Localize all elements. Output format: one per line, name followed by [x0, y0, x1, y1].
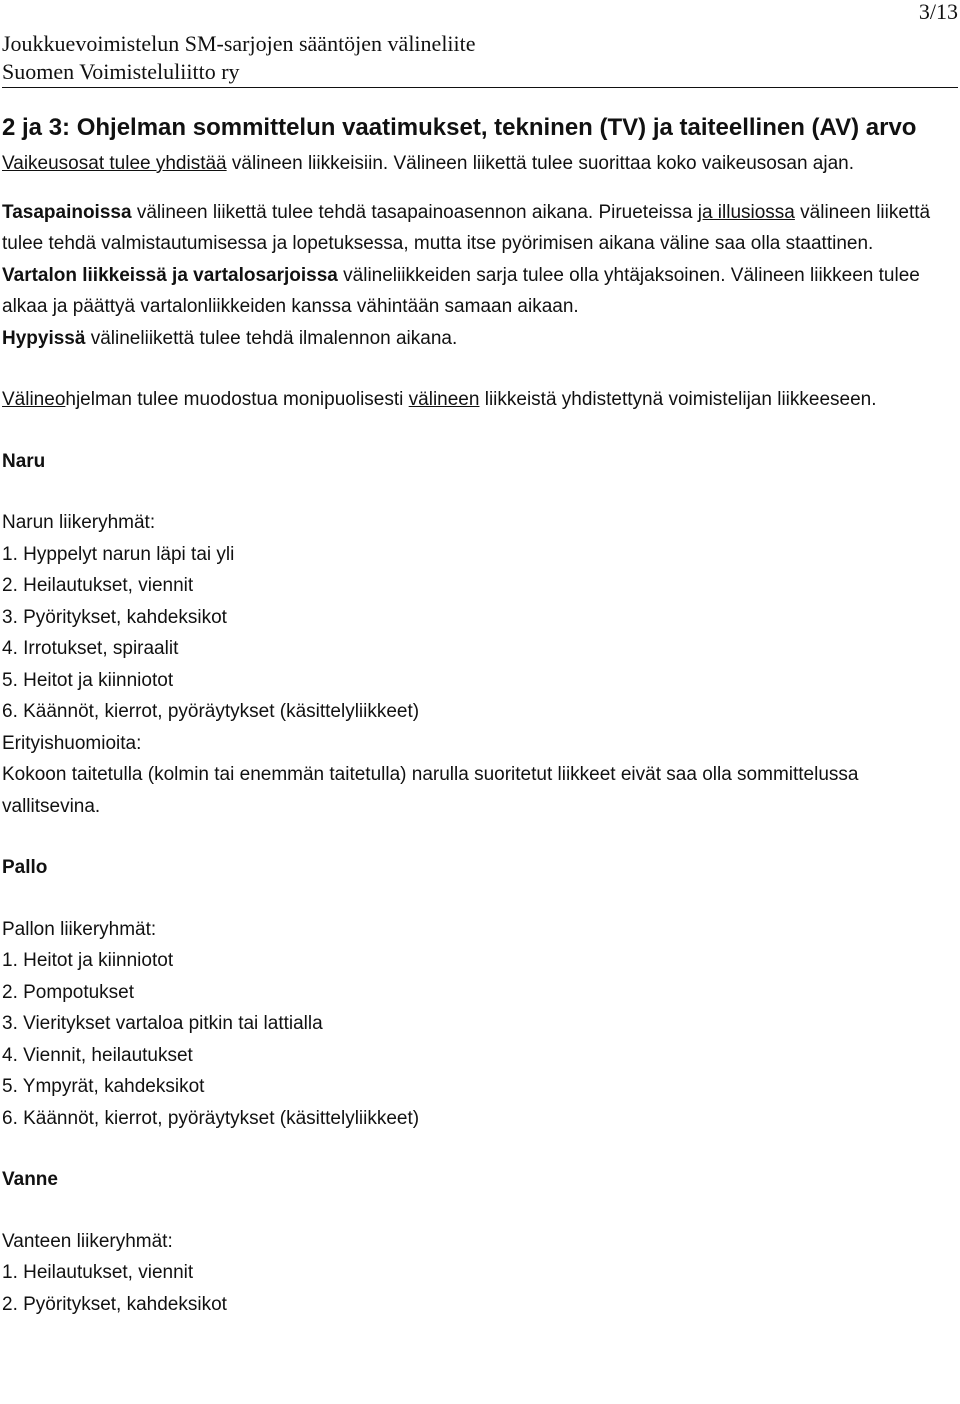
underlined-text: Välineo — [2, 389, 66, 410]
intro-paragraph-4 — [2, 323, 942, 355]
intro-paragraph-2 — [2, 197, 942, 260]
vanne-groups-label: Vanteen liikeryhmät: — [2, 1230, 173, 1252]
paragraph-text: välineen liikettä tulee tehdä valmistautumisessa ja lopetuksessa, mutta itse pyörimisen aikana väline saa olla staattinen. — [2, 201, 931, 254]
bold-term: Vartalon liikkeissä ja vartalosarjoissa — [2, 264, 338, 286]
intro-paragraph-1 — [2, 148, 942, 180]
naru-heading: Naru — [2, 450, 46, 472]
paragraph-text: välineliikettä tulee tehdä ilmalennon aikana. — [85, 327, 458, 349]
bold-term: Hypyissä — [2, 327, 86, 349]
list-item: 6. Käännöt, kierrot, pyöräytykset (käsittelyliikkeet) — [2, 701, 420, 722]
pallo-movement-list — [2, 945, 942, 1134]
underlined-text: ja illusiossa — [697, 201, 795, 223]
list-item: 4. Irrotukset, spiraalit — [2, 638, 179, 659]
list-item: 2. Heilautukset, viennit — [2, 575, 194, 596]
section-title: 2 ja 3: Ohjelman sommittelun vaatimukset, tekninen (TV) ja taiteellinen (AV) arvo — [2, 114, 917, 141]
naru-movement-list — [2, 539, 942, 728]
vanne-section — [2, 1164, 942, 1320]
paragraph-text: välineen liikkeisiin. Välineen liikettä tulee suorittaa koko vaikeusosan ajan. — [226, 153, 854, 174]
naru-section — [2, 446, 942, 823]
naru-note: Kokoon taitetulla (kolmin tai enemmän taitetulla) narulla suoritetut liikkeet eivät saa olla sommittelussa vallitsevina. — [2, 764, 859, 817]
underlined-text: välineen — [408, 389, 480, 410]
underlined-text: Vaikeusosat tulee yhdistää — [2, 153, 227, 174]
list-item: 1. Heilautukset, viennit — [2, 1262, 194, 1283]
list-item: 3. Pyöritykset, kahdeksikot — [2, 606, 227, 628]
bold-term: Tasapainoissa — [2, 201, 132, 223]
program-paragraph — [2, 384, 942, 416]
list-item: 6. Käännöt, kierrot, pyöräytykset (käsittelyliikkeet) — [2, 1107, 420, 1129]
list-item: 5. Heitot ja kiinniotot — [2, 669, 174, 691]
pallo-section — [2, 852, 942, 1134]
list-item: 5. Ympyrät, kahdeksikot — [2, 1076, 205, 1097]
naru-notes-label: Erityishuomioita: — [2, 732, 142, 754]
document-body — [2, 108, 942, 1320]
header-organization: Suomen Voimisteluliitto ry — [2, 59, 240, 84]
vanne-movement-list — [2, 1257, 942, 1320]
page-number: 3/13 — [918, 0, 958, 24]
list-item: 2. Pompotukset — [2, 981, 135, 1003]
paragraph-text: liikkeistä yhdistettynä voimistelijan liikkeeseen. — [479, 389, 877, 410]
pallo-groups-label: Pallon liikeryhmät: — [2, 918, 157, 940]
naru-groups-label: Narun liikeryhmät: — [2, 512, 156, 533]
vanne-heading: Vanne — [2, 1169, 58, 1190]
list-item: 3. Vieritykset vartaloa pitkin tai lattialla — [2, 1013, 323, 1034]
list-item: 2. Pyöritykset, kahdeksikot — [2, 1293, 227, 1315]
list-item: 4. Viennit, heilautukset — [2, 1044, 193, 1066]
paragraph-text: hjelman tulee muodostua monipuolisesti — [65, 389, 409, 410]
header-title: Joukkuevoimistelun SM-sarjojen sääntöjen välineliite — [2, 31, 476, 56]
list-item: 1. Heitot ja kiinniotot — [2, 950, 174, 971]
paragraph-text: välineen liikettä tulee tehdä tasapainoasennon aikana. Pirueteissa — [131, 201, 698, 223]
document-header — [2, 30, 958, 88]
pallo-heading: Pallo — [2, 857, 48, 878]
intro-paragraph-3 — [2, 260, 942, 323]
list-item: 1. Hyppelyt narun läpi tai yli — [2, 543, 235, 565]
paragraph-text: välineliikkeiden sarja tulee olla yhtäjaksoinen. Välineen liikkeen tulee alkaa ja päättyä vartalonliikkeiden kanssa vähintään samaan aikaan. — [2, 264, 920, 317]
